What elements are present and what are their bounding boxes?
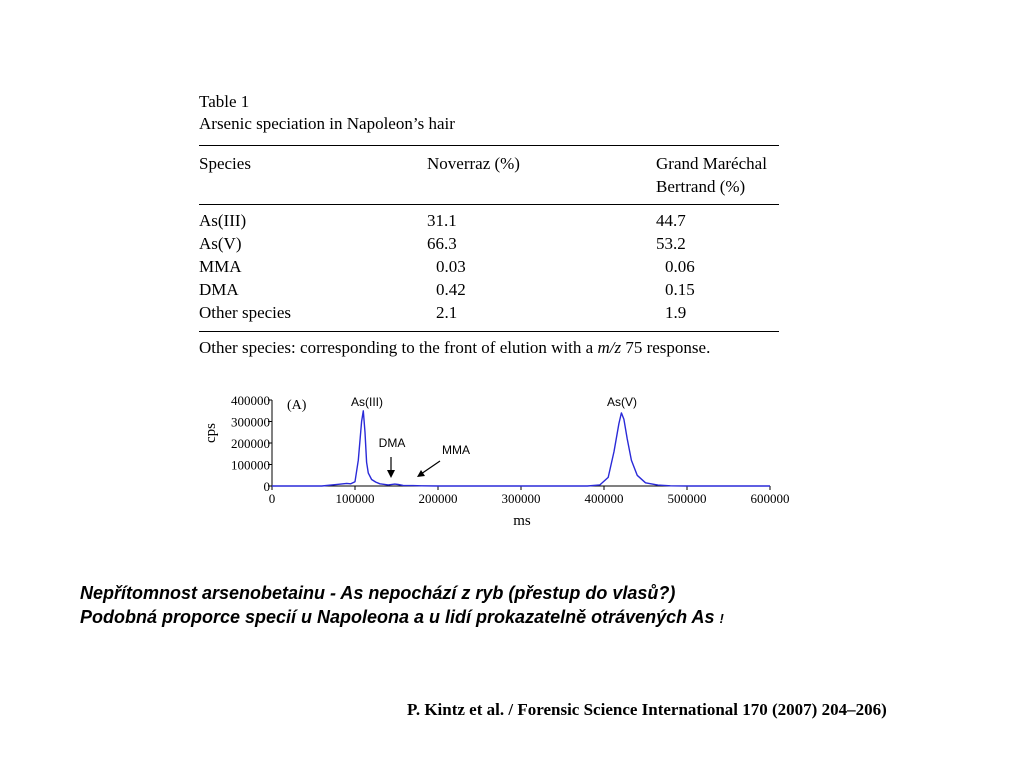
as-v-peak-label: As(V) xyxy=(607,395,637,409)
table-caption: Arsenic speciation in Napoleon’s hair xyxy=(199,114,455,133)
comment-line-2 xyxy=(80,605,724,631)
x-tick-label: 400000 xyxy=(584,491,624,506)
panel-label: (A) xyxy=(287,398,307,413)
axes xyxy=(272,400,770,486)
mma-arrow xyxy=(417,461,440,477)
header-bertrand: Bertrand (%) xyxy=(656,177,746,196)
row-bertrand-value: 0.06 xyxy=(665,257,695,276)
mma-arrow-head xyxy=(417,470,425,477)
footnote-mz: m/z xyxy=(597,338,622,357)
footnote-prefix: Other species: corresponding to the front of elution with a xyxy=(199,338,598,357)
row-species-name: Other species xyxy=(199,303,292,322)
row-noverraz-value: 0.42 xyxy=(436,280,466,299)
x-tick-label: 300000 xyxy=(501,491,541,506)
header-grand-marechal: Grand Maréchal xyxy=(656,154,767,173)
row-noverraz-value: 31.1 xyxy=(427,211,457,230)
exclamation-mark: ! xyxy=(719,611,724,626)
dma-arrow xyxy=(387,457,395,478)
mma-arrow-shaft xyxy=(421,461,440,474)
series-layer xyxy=(272,411,770,486)
header-noverraz: Noverraz (%) xyxy=(427,154,520,173)
row-species-name: As(III) xyxy=(199,211,247,230)
row-species-name: As(V) xyxy=(199,234,242,253)
table-label: Table 1 xyxy=(199,92,250,111)
row-species-name: DMA xyxy=(199,280,239,299)
x-tick-label: 100000 xyxy=(335,491,375,506)
y-axis-label: cps xyxy=(203,423,219,443)
x-tick-label: 0 xyxy=(268,491,276,506)
row-noverraz-value: 66.3 xyxy=(427,234,457,253)
table-top-rule xyxy=(199,145,779,146)
row-bertrand-value: 44.7 xyxy=(656,211,686,230)
header-species: Species xyxy=(199,154,251,173)
row-species-name: MMA xyxy=(199,257,242,276)
mma-label: MMA xyxy=(442,443,470,457)
y-tick-label: 0 xyxy=(263,479,270,494)
row-bertrand-value: 1.9 xyxy=(665,303,687,322)
x-tick-label: 200000 xyxy=(418,491,458,506)
comment-line-1: Nepřítomnost arsenobetainu - As nepochází z ryb (přestup do vlasů?) xyxy=(80,583,676,603)
chromatogram-chart xyxy=(190,385,790,530)
x-axis-label: ms xyxy=(513,513,531,529)
row-bertrand-value: 53.2 xyxy=(656,234,686,253)
y-tick-label: 400000 xyxy=(231,393,270,408)
footnote-suffix: 75 response. xyxy=(621,338,711,357)
dma-arrow-head xyxy=(387,470,395,478)
chromatogram-series-line xyxy=(272,411,770,486)
table-bottom-rule xyxy=(199,331,779,332)
x-tick-label: 600000 xyxy=(750,491,790,506)
y-tick-label: 200000 xyxy=(231,436,270,451)
x-axis-ticks xyxy=(269,486,790,506)
table-footnote xyxy=(199,337,710,359)
comments-block xyxy=(80,581,724,631)
arsenic-speciation-table xyxy=(199,91,779,357)
row-bertrand-value: 0.15 xyxy=(665,280,695,299)
row-noverraz-value: 2.1 xyxy=(436,303,458,322)
comment-line-2-text: Podobná proporce specií u Napoleona a u lidí prokazatelně otrávených As xyxy=(80,607,715,627)
dma-label: DMA xyxy=(378,436,406,450)
row-noverraz-value: 0.03 xyxy=(436,257,466,276)
y-axis-ticks xyxy=(231,393,272,494)
y-tick-label: 300000 xyxy=(231,414,270,430)
x-tick-label: 500000 xyxy=(667,491,707,506)
y-tick-label: 100000 xyxy=(231,457,270,473)
citation: P. Kintz et al. / Forensic Science International 170 (2007) 204–206) xyxy=(407,700,887,719)
as-iii-peak-label: As(III) xyxy=(351,395,383,409)
table-header-rule xyxy=(199,204,779,205)
